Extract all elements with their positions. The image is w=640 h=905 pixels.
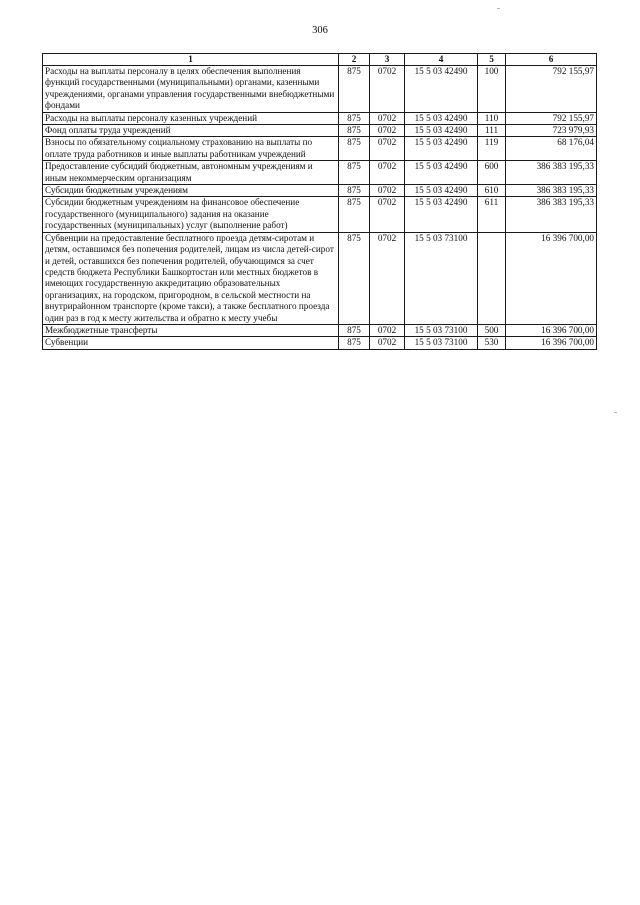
- ministry-code: 875: [339, 185, 370, 197]
- row-name: Расходы на выплаты персоналу казенных учреждений: [43, 112, 339, 124]
- budget-table: [42, 53, 597, 350]
- amount: 16 396 700,00: [506, 232, 597, 324]
- scan-mark: [497, 8, 500, 9]
- target-code: 15 5 03 42490: [405, 185, 478, 197]
- table-row: [43, 137, 597, 161]
- section-code: 0702: [370, 125, 405, 137]
- page-number: 306: [312, 25, 328, 36]
- table-row: [43, 324, 597, 336]
- table-row: [43, 232, 597, 324]
- amount: 16 396 700,00: [506, 324, 597, 336]
- scan-mark: [614, 412, 617, 413]
- row-name: Субвенции: [43, 337, 339, 349]
- expense-type-code: 530: [478, 337, 506, 349]
- expense-type-code: 100: [478, 66, 506, 113]
- row-name: Взносы по обязательному социальному страхованию на выплаты по оплате труда работников и иные выплаты работникам учреждений: [43, 137, 339, 161]
- target-code: 15 5 03 73100: [405, 337, 478, 349]
- expense-type-code: 110: [478, 112, 506, 124]
- table-row: [43, 125, 597, 137]
- ministry-code: 875: [339, 324, 370, 336]
- section-code: 0702: [370, 161, 405, 185]
- column-header: 4: [405, 54, 478, 66]
- row-name: Фонд оплаты труда учреждений: [43, 125, 339, 137]
- table-row: [43, 197, 597, 232]
- amount: 386 383 195,33: [506, 161, 597, 185]
- ministry-code: 875: [339, 66, 370, 113]
- target-code: 15 5 03 42490: [405, 161, 478, 185]
- target-code: 15 5 03 42490: [405, 197, 478, 232]
- amount: 386 383 195,33: [506, 185, 597, 197]
- target-code: 15 5 03 73100: [405, 232, 478, 324]
- section-code: 0702: [370, 337, 405, 349]
- column-header: 5: [478, 54, 506, 66]
- expense-type-code: 500: [478, 324, 506, 336]
- expense-type-code: 111: [478, 125, 506, 137]
- table-header-row: [43, 54, 597, 66]
- ministry-code: 875: [339, 125, 370, 137]
- section-code: 0702: [370, 324, 405, 336]
- row-name: Субвенции на предоставление бесплатного проезда детям-сиротам и детям, оставшимся без попечения родителей, лицам из числа детей-сирот и детей, оставшихся без попечения родителей, обучающимся за счет средств бюджета Республики Башкортостан или местных бюджетов в имеющих государственную аккредитацию образовательных организациях, на городском, пригородном, в сельской местности на внутрирайонном транспорте (кроме такси), а также бесплатного проезда один раз в год к месту жительства и обратно к месту учебы: [43, 232, 339, 324]
- table-row: [43, 337, 597, 349]
- section-code: 0702: [370, 137, 405, 161]
- row-name: Межбюджетные трансферты: [43, 324, 339, 336]
- target-code: 15 5 03 42490: [405, 66, 478, 113]
- amount: 16 396 700,00: [506, 337, 597, 349]
- target-code: 15 5 03 73100: [405, 324, 478, 336]
- target-code: 15 5 03 42490: [405, 137, 478, 161]
- ministry-code: 875: [339, 112, 370, 124]
- ministry-code: 875: [339, 161, 370, 185]
- ministry-code: 875: [339, 232, 370, 324]
- row-name: Субсидии бюджетным учреждениям на финансовое обеспечение государственного (муниципального) задания на оказание государственных (муниципальных) услуг (выполнение работ): [43, 197, 339, 232]
- expense-type-code: 611: [478, 197, 506, 232]
- column-header: 1: [43, 54, 339, 66]
- amount: 792 155,97: [506, 66, 597, 113]
- amount: 68 176,04: [506, 137, 597, 161]
- section-code: 0702: [370, 232, 405, 324]
- expense-type-code: [478, 232, 506, 324]
- expense-type-code: 119: [478, 137, 506, 161]
- column-header: 3: [370, 54, 405, 66]
- table-row: [43, 185, 597, 197]
- table-row: [43, 66, 597, 113]
- amount: 386 383 195,33: [506, 197, 597, 232]
- amount: 792 155,97: [506, 112, 597, 124]
- expense-type-code: 610: [478, 185, 506, 197]
- expense-type-code: 600: [478, 161, 506, 185]
- ministry-code: 875: [339, 137, 370, 161]
- table-row: [43, 161, 597, 185]
- column-header: 2: [339, 54, 370, 66]
- ministry-code: 875: [339, 337, 370, 349]
- table-body: [43, 66, 597, 350]
- ministry-code: 875: [339, 197, 370, 232]
- row-name: Субсидии бюджетным учреждениям: [43, 185, 339, 197]
- target-code: 15 5 03 42490: [405, 112, 478, 124]
- table-row: [43, 112, 597, 124]
- target-code: 15 5 03 42490: [405, 125, 478, 137]
- row-name: Расходы на выплаты персоналу в целях обеспечения выполнения функций государственными (муниципальными) органами, казенными учреждениями, органами управления государственными внебюджетными фондами: [43, 66, 339, 113]
- section-code: 0702: [370, 112, 405, 124]
- row-name: Предоставление субсидий бюджетным, автономным учреждениям и иным некоммерческим организациям: [43, 161, 339, 185]
- amount: 723 979,93: [506, 125, 597, 137]
- section-code: 0702: [370, 185, 405, 197]
- section-code: 0702: [370, 66, 405, 113]
- column-header: 6: [506, 54, 597, 66]
- section-code: 0702: [370, 197, 405, 232]
